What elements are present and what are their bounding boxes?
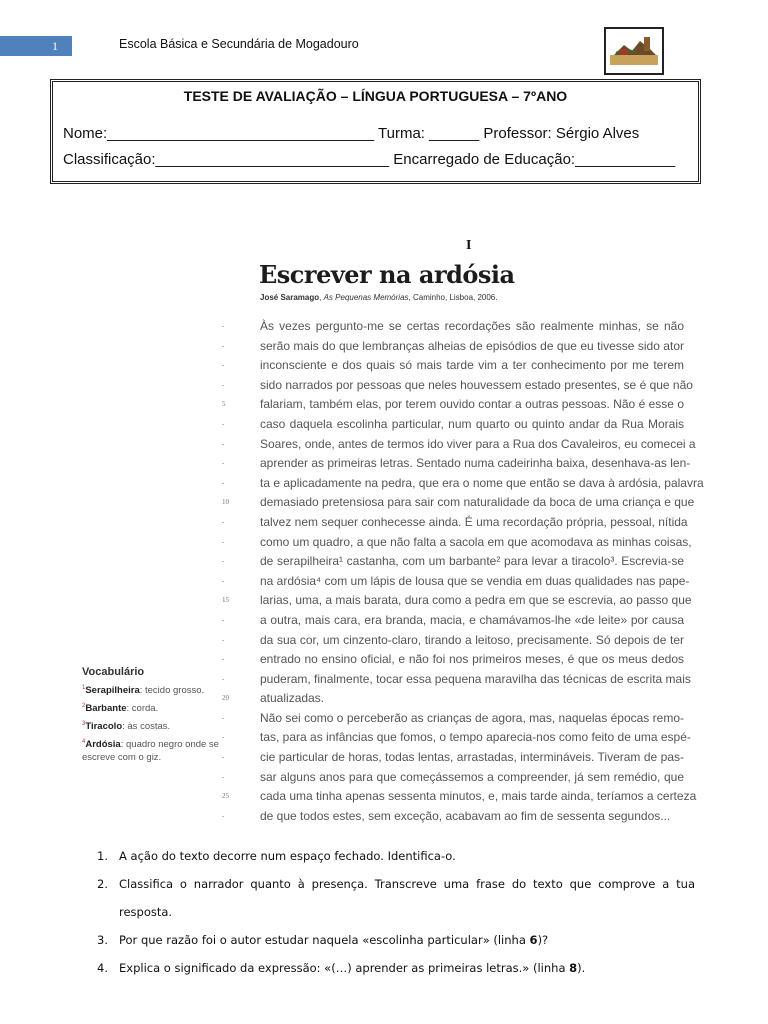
- text-line: atualizadas.: [260, 691, 325, 706]
- line-marker: 5: [222, 400, 226, 409]
- vocabulary-definition: : quadro negro onde se escreve com o giz.: [82, 739, 219, 763]
- vocabulary-definition: : às costas.: [122, 721, 171, 733]
- text-line: como um quadro, a que não falta a sacola em que acomodava as minhas coisas,: [260, 534, 692, 549]
- line-marker: -: [222, 361, 225, 370]
- questions-list: [97, 842, 695, 982]
- text-line: entrado no ensino oficial, e não foi nos primeiros meses, é que os meus dedos: [260, 652, 684, 667]
- vocabulary-box: [82, 666, 222, 767]
- source-rest: , Caminho, Lisboa, 2006.: [408, 293, 498, 302]
- text-line: de serapilheira¹ castanha, com um barbante² para levar a tiracolo³. Escrevia-se: [260, 554, 684, 569]
- school-logo-icon: [604, 27, 664, 75]
- text-line: falariam, também elas, por terem ouvido contar a outras pessoas. Não é esse o: [260, 397, 684, 412]
- text-line: serão mais do que lembranças alheias de episódios de que eu tivesse sido ator: [260, 338, 684, 353]
- line-marker: -: [222, 419, 225, 428]
- test-header-box: [50, 79, 701, 184]
- text-line: demasiado pretensiosa para sair com naturalidade da boca de uma criança e que: [260, 495, 695, 510]
- text-line: caso daquela escolinha particular, num quarto ou quinto andar da Rua Morais: [260, 416, 684, 431]
- line-marker: -: [222, 537, 225, 546]
- line-marker: -: [222, 322, 225, 330]
- line-marker: -: [222, 811, 225, 820]
- source-title: As Pequenas Memórias: [323, 293, 409, 302]
- vocabulary-term: Ardósia: [85, 739, 121, 751]
- section-number: I: [466, 238, 472, 253]
- vocabulary-term: Serapilheira: [85, 685, 140, 697]
- vocabulary-item: [82, 700, 222, 715]
- text-line: sar alguns anos para que começássemos a compreender, já sem remédio, que: [260, 769, 684, 784]
- vocabulary-definition: : corda.: [126, 703, 159, 715]
- classification-line: Classificação:____________________________ Encarregado de Educação:____________: [63, 151, 676, 168]
- text-line: Não sei como o perceberão as crianças de agora, mas, naquelas épocas remo-: [260, 710, 684, 725]
- line-marker: -: [222, 753, 225, 762]
- test-title: TESTE DE AVALIAÇÃO – LÍNGUA PORTUGUESA – 7ºANO: [183, 88, 568, 104]
- vocabulary-term: Barbante: [85, 703, 127, 715]
- line-marker: -: [222, 557, 225, 566]
- text-line: cada uma tinha apenas sessenta minutos, e, mais tarde ainda, teríamos a certeza: [260, 789, 697, 804]
- author: José Saramago: [260, 293, 320, 302]
- text-line: Soares, onde, antes de termos ido viver para a Rua dos Cavaleiros, eu comecei a: [260, 436, 696, 451]
- line-reference: 8: [569, 961, 578, 975]
- text-line: ta e aplicadamente na pedra, que era o nome que então se dava à ardósia, palavra: [260, 475, 704, 490]
- article-text: [260, 317, 704, 826]
- vocabulary-item: [82, 736, 222, 763]
- line-marker: -: [222, 713, 225, 722]
- line-marker: -: [222, 478, 225, 487]
- question-number: 1.: [97, 849, 108, 863]
- line-marker: -: [222, 615, 225, 624]
- text-line: cie particular de horas, todas lentas, arrastadas, intermináveis. Tiveram de pas-: [260, 750, 684, 765]
- text-line: larias, uma, a mais barata, dura como a pedra em que se escrevia, ao passo que: [260, 593, 692, 608]
- text-line: tas, para as infâncias que fomos, o tempo aparecia-nos como feito de uma espé-: [260, 730, 691, 745]
- text-line: na ardósia⁴ com um lápis de lousa que se vendia em duas qualidades nas pape-: [260, 573, 690, 588]
- text-line: puderam, finalmente, tocar essa pequena maravilha das técnicas de escrita mais: [260, 671, 691, 686]
- line-marker: -: [222, 341, 225, 350]
- footnote-number: 3: [82, 721, 86, 728]
- question-item: [97, 842, 695, 870]
- text-line: de que todos estes, sem exceção, acabavam ao fim de sessenta segundos...: [260, 808, 671, 823]
- line-marker: -: [222, 517, 225, 526]
- line-marker: -: [222, 674, 225, 683]
- article-title: Escrever na ardósia: [259, 260, 515, 289]
- line-marker: -: [222, 772, 225, 781]
- question-text: Por que razão foi o autor estudar naquela «escolinha particular» (linha 6)?: [119, 933, 549, 947]
- question-text: A ação do texto decorre num espaço fechado. Identifica-o.: [119, 849, 456, 863]
- text-line: sido narrados por pessoas que neles houvessem estado presentes, se é que não: [260, 377, 693, 392]
- question-item: [97, 954, 695, 982]
- question-item: [97, 870, 695, 926]
- article-byline: José Saramago, As Pequenas Memórias, Caminho, Lisboa, 2006.: [260, 293, 498, 302]
- line-marker: -: [222, 635, 225, 644]
- text-line: inconsciente e dos quais só mais tarde vim a ter conhecimento por me terem: [260, 358, 684, 373]
- line-marker: -: [222, 655, 225, 664]
- name-line: Nome:________________________________ Turma: ______ Professor: Sérgio Alves: [63, 125, 640, 142]
- school-name: Escola Básica e Secundária de Mogadouro: [119, 37, 359, 51]
- vocabulary-item: [82, 718, 222, 733]
- footnote-number: 2: [82, 703, 86, 710]
- text-line: aprender as primeiras letras. Sentado numa cadeirinha baixa, desenhava-as len-: [260, 456, 691, 471]
- line-marker: -: [222, 459, 225, 468]
- question-number: 4.: [97, 961, 108, 975]
- line-marker: 10: [222, 498, 229, 507]
- footnote-number: 4: [82, 739, 86, 746]
- line-marker: -: [222, 439, 225, 448]
- line-marker: -: [222, 380, 225, 389]
- line-marker: -: [222, 576, 225, 585]
- text-line: Às vezes pergunto-me se certas recordações são realmente minhas, se não: [260, 319, 684, 333]
- line-reference: 6: [529, 933, 538, 947]
- question-item: [97, 926, 695, 954]
- vocabulary-definition: : tecido grosso.: [139, 685, 205, 697]
- question-text: Classifica o narrador quanto à presença. Transcreve uma frase do texto que comprove a tua resposta.: [119, 877, 695, 919]
- line-number-margin: [222, 317, 242, 826]
- page-number: 1: [52, 39, 58, 53]
- line-marker: -: [222, 733, 225, 742]
- question-number: 3.: [97, 933, 108, 947]
- question-number: 2.: [97, 877, 108, 891]
- question-text: Explica o significado da expressão: «(…) aprender as primeiras letras.» (linha 8).: [119, 961, 586, 975]
- line-marker: 15: [222, 596, 229, 605]
- vocabulary-item: [82, 682, 222, 697]
- footnote-number: 1: [82, 685, 86, 691]
- text-line: da sua cor, um cinzento-claro, tirando a leitoso, precisamente. Só depois de ter: [260, 632, 684, 647]
- vocabulary-title: Vocabulário: [82, 666, 145, 678]
- vocabulary-term: Tiracolo: [85, 721, 123, 733]
- text-line: a outra, mais cara, era branda, macia, e chamávamos-lhe «de leite» por causa: [260, 612, 684, 627]
- text-line: talvez nem sequer conhecesse ainda. É uma recordação própria, pessoal, nítida: [260, 514, 688, 529]
- line-marker: 25: [222, 792, 229, 801]
- line-marker: 20: [222, 694, 229, 703]
